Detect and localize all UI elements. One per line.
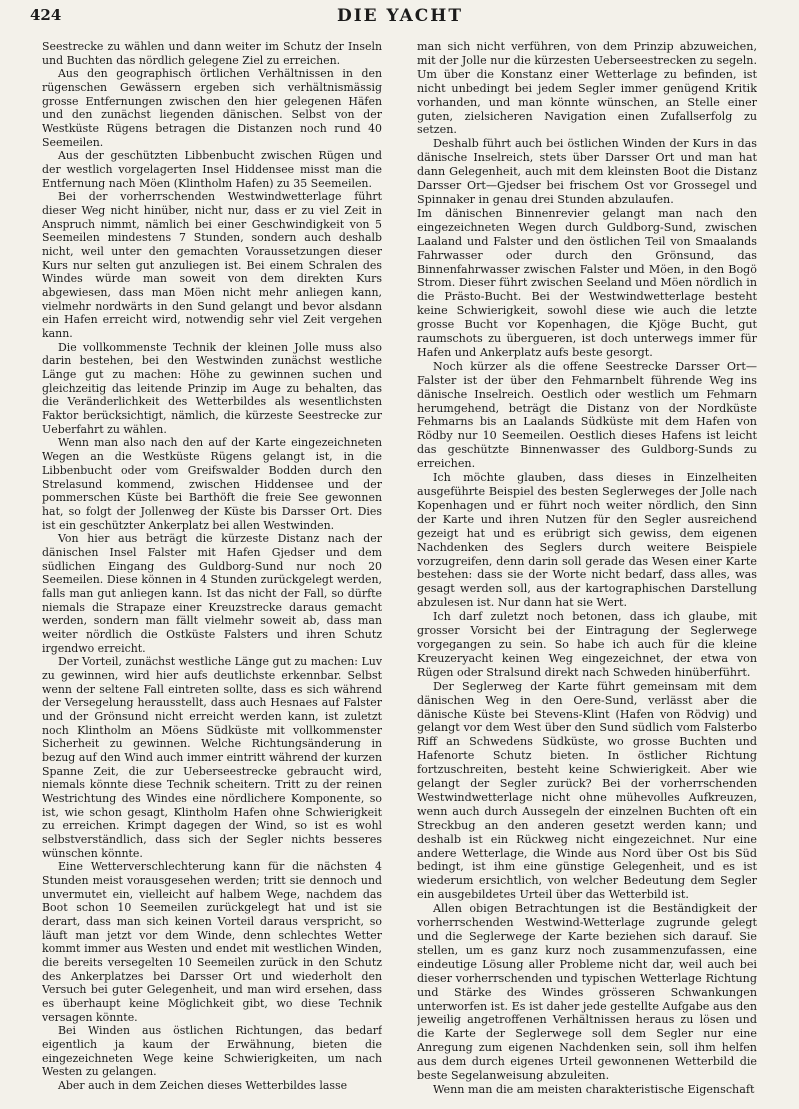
paragraph: Eine Wetterverschlechterung kann für die nächsten 4 Stunden meist vorausgesehen werden; tritt sie dennoch und unvermutet ein, vielleicht auf halbem Wege, nachdem das Boot schon 10 Seemeilen zurückgelegt hat und ist sie derart, dass man sich keinen Vorteil daraus verspricht, so läuft man jetzt vor dem Winde, denn schlechtes Wetter kommt immer aus Westen und endet mit westlichen Winden, die bereits versegelten 10 Seemeilen zurück in den Schutz des Ankerplatzes bei Darsser Ort und wiederholt den Versuch bei guter Gelegenheit, und man wird ersehen, dass es überhaupt keine Möglichkeit gibt, wo diese Technik versagen könnte. [42, 860, 382, 1024]
paragraph: Seestrecke zu wählen und dann weiter im Schutz der Inseln und Buchten das nördlich gelegene Ziel zu erreichen. [42, 40, 382, 67]
page-number: 424 [30, 6, 62, 24]
paragraph: Aus den geographisch örtlichen Verhältnissen in den rügenschen Gewässern ergeben sich verhältnismässig grosse Entfernungen zwischen den hier gelegenen Häfen und den zunächst liegenden dänischen. Selbst von der Westküste Rügens betragen die Distanzen noch rund 40 Seemeilen. [42, 67, 382, 149]
paragraph: Wenn man also nach den auf der Karte eingezeichneten Wegen an die Westküste Rügens gelangt ist, in die Libbenbucht oder vom Greifswalder Bodden durch den Strelasund kommend, zwischen Hiddensee und der pommerschen Küste bei Barthöft die freie See gewonnen hat, so folgt der Jollenweg der Küste bis Darsser Ort. Dies ist ein geschützter Ankerplatz bei allen Westwinden. [42, 436, 382, 532]
paragraph: Von hier aus beträgt die kürzeste Distanz nach der dänischen Insel Falster mit Hafen Gjedser und dem südlichen Eingang des Guldborg-Sund nur noch 20 Seemeilen. Diese können in 4 Stunden zurückgelegt werden, falls man gut anliegen kann. Ist das nicht der Fall, so dürfte niemals die Strapaze einer Kreuzstrecke daraus gemacht werden, sondern man fällt vielmehr soweit ab, dass man weiter nördlich die Ostküste Falsters und ihren Schutz irgendwo erreicht. [42, 532, 382, 655]
paragraph: Deshalb führt auch bei östlichen Winden der Kurs in das dänische Inselreich, stets über Darsser Ort und man hat dann Gelegenheit, auch mit dem kleinsten Boot die Distanz Darsser Ort—Gjedser bei frischem Ost vor Grossegel und Spinnaker in genau drei Stunden abzulaufen. [417, 137, 757, 206]
paragraph: Die vollkommenste Technik der kleinen Jolle muss also darin bestehen, bei den Westwinden zunächst westliche Länge gut zu machen: Höhe zu gewinnen suchen und gleichzeitig das leitende Prinzip im Auge zu behalten, das die Veränderlichkeit des Wetterbildes als wesentlichsten Faktor berücksichtigt, nämlich, die kürzeste Seestrecke zur Ueberfahrt zu wählen. [42, 340, 382, 436]
page-header [30, 6, 770, 32]
paragraph: Wenn man die am meisten charakteristische Eigenschaft [433, 1082, 755, 1096]
paragraph: Im dänischen Binnenrevier gelangt man nach den eingezeichneten Wegen durch Guldborg-Sund, zwischen Laaland und Falster und den östlichen Teil von Smaalands Fahrwasser oder durch den Grönsund, das Binnenfahrwasser zwischen Falster und Möen, in den Bogö Strom. Dieser führt zwischen Seeland und Möen nördlich in die Prästo-Bucht. Bei der Westwindwetterlage besteht keine Schwierigkeit, sowohl diese wie auch die letzte grosse Bucht vor Kopenhagen, die Kjöge Bucht, gut raumschots zu übergueren, ist doch unterwegs immer für Hafen und Ankerplatz aufs beste gesorgt. [417, 206, 757, 359]
paragraph: Noch kürzer als die offene Seestrecke Darsser Ort—Falster ist der über den Fehmarnbelt führende Weg ins dänische Inselreich. Oestlich oder westlich um Fehmarn herumgehend, beträgt die Distanz von der Nordküste Fehmarns bis an Laalands Südküste mit dem Hafen von Rödby nur 10 Seemeilen. Oestlich dieses Hafens ist leicht das geschützte Binnenwasser des Guldborg-Sunds zu erreichen. [417, 359, 757, 471]
paragraph: Bei der vorherrschenden Westwindwetterlage führt dieser Weg nicht hinüber, nicht nur, dass er zu viel Zeit in Anspruch nimmt, nämlich bei einer Geschwindigkeit von 5 Seemeilen mindestens 7 Stunden, sondern auch deshalb nicht, weil unter den gemachten Voraussetzungen dieser Kurs nur selten gut anzuliegen ist. Bei einem Schralen des Windes würde man soweit von dem direkten Kurs abgewiesen, dass man Möen nicht mehr anliegen kann, vielmehr nordwärts in den Sund gelangt und bevor alsdann ein Hafen erreicht wird, notwendig sehr viel Zeit vergehen kann. [42, 190, 382, 341]
paragraph: Der Vorteil, zunächst westliche Länge gut zu machen: Luv zu gewinnen, wird hier aufs deutlichste erkennbar. Selbst wenn der seltene Fall eintreten sollte, dass es sich während der Versegelung herausstellt, dass auch Hesnaes auf Falster und der Grönsund nicht erreicht werden kann, ist zuletzt noch Klintholm an Möens Südküste mit vollkommenster Sicherheit zu gewinnen. Welche Richtungsänderung in bezug auf den Wind auch immer eintritt während der kurzen Spanne Zeit, die zur Ueberseestrecke gebraucht wird, niemals könnte diese Technik scheitern. Tritt zu der reinen Westrichtung des Windes eine nördlichere Komponente, so ist, wie schon gesagt, Klintholm Hafen ohne Schwierigkeit zu erreichen. Krimpt dagegen der Wind, so ist es wohl selbstverständlich, dass sich der Segler nichts besseres wünschen könnte. [42, 655, 382, 860]
running-title: DIE YACHT [336, 6, 464, 26]
right-column [417, 40, 757, 1100]
paragraph: Bei Winden aus östlichen Richtungen, das bedarf eigentlich ja kaum der Erwähnung, bieten die eingezeichneten Wege keine Schwierigkeiten, um nach Westen zu gelangen. [42, 1024, 382, 1079]
paragraph: Ich möchte glauben, dass dieses in Einzelheiten ausgeführte Beispiel des besten Seglerweges der Jolle nach Kopenhagen und er führt noch weiter nördlich, den Sinn der Karte und ihren Nutzen für den Segler ausreichend gezeigt hat und es erübrigt sich gewiss, dem eigenen Nachdenken des Seglers durch weitere Beispiele vorzugreifen, denn darin soll gerade das Wesen einer Karte bestehen: dass sie der Worte nicht bedarf, dass alles, was gesagt werden soll, aus der kartographischen Darstellung abzulesen ist. Nur dann hat sie Wert. [417, 471, 757, 610]
left-column [42, 40, 382, 1100]
paragraph: Der Seglerweg der Karte führt gemeinsam mit dem dänischen Weg in den Oere-Sund, verlässt aber die dänische Küste bei Stevens-Klint (Hafen von Rödvig) und gelangt vor dem West über den Sund südlich vom Falsterbo Riff an Schwedens Südküste, wo grosse Buchten und Hafenorte Schutz bieten. In östlicher Richtung fortzuschreiten, besteht keine Schwierigkeit. Aber wie gelangt der Segler zurück? Bei der vorherrschenden Westwindwetterlage nicht ohne mühevolles Aufkreuzen, wenn auch durch Aussegeln der einzelnen Buchten oft ein Streckbug an den anderen gesetzt werden kann; und deshalb ist ein Rückweg nicht eingezeichnet. Nur eine andere Wetterlage, die Winde aus Nord über Ost bis Süd bedingt, ist ihm eine günstige Gelegenheit, und es ist wiederum ersichtlich, von welcher Bedeutung dem Segler ein ausgebildetes Urteil über das Wetterbild ist. [417, 679, 757, 902]
paragraph: man sich nicht verführen, von dem Prinzip abzuweichen, mit der Jolle nur die kürzesten Ueberseestrecken zu segeln. Um über die Konstanz einer Wetterlage zu befinden, ist nicht unbedingt bei jedem Segler immer genügend Kritik vorhanden, und man könnte wünschen, an Stelle einer guten, zielsicheren Navigation einen Zufallserfolg zu setzen. [417, 40, 757, 137]
paragraph: Aber auch in dem Zeichen dieses Wetterbildes lasse [58, 1079, 348, 1093]
paragraph: Aus der geschützten Libbenbucht zwischen Rügen und der westlich vorgelagerten Insel Hiddensee misst man die Entfernung nach Möen (Klintholm Hafen) zu 35 Seemeilen. [42, 149, 382, 190]
paragraph: Ich darf zuletzt noch betonen, dass ich glaube, mit grosser Vorsicht bei der Eintragung der Seglerwege vorgegangen zu sein. So habe ich auch für die kleine Kreuzeryacht keinen Weg eingezeichnet, der etwa von Rügen oder Stralsund direkt nach Schweden hinüberführt. [417, 610, 757, 679]
paragraph: Allen obigen Betrachtungen ist die Beständigkeit der vorherrschenden Westwind-Wetterlage zugrunde gelegt und die Seglerwege der Karte beziehen sich darauf. Sie stellen, um es ganz kurz noch zusammenzufassen, eine eindeutige Lösung aller Probleme nicht dar, weil auch bei dieser vorherrschenden und typischen Wetterlage Richtung und Stärke des Windes grösseren Schwankungen unterworfen ist. Es ist daher jede gestellte Aufgabe aus den jeweilig angetroffenen Verhältnissen heraus zu lösen und die Karte der Seglerwege soll dem Segler nur eine Anregung zum eigenen Nachdenken sein, soll ihm helfen aus dem durch eigenes Urteil gewonnenen Wetterbild die beste Segelanweisung abzuleiten. [417, 902, 757, 1083]
